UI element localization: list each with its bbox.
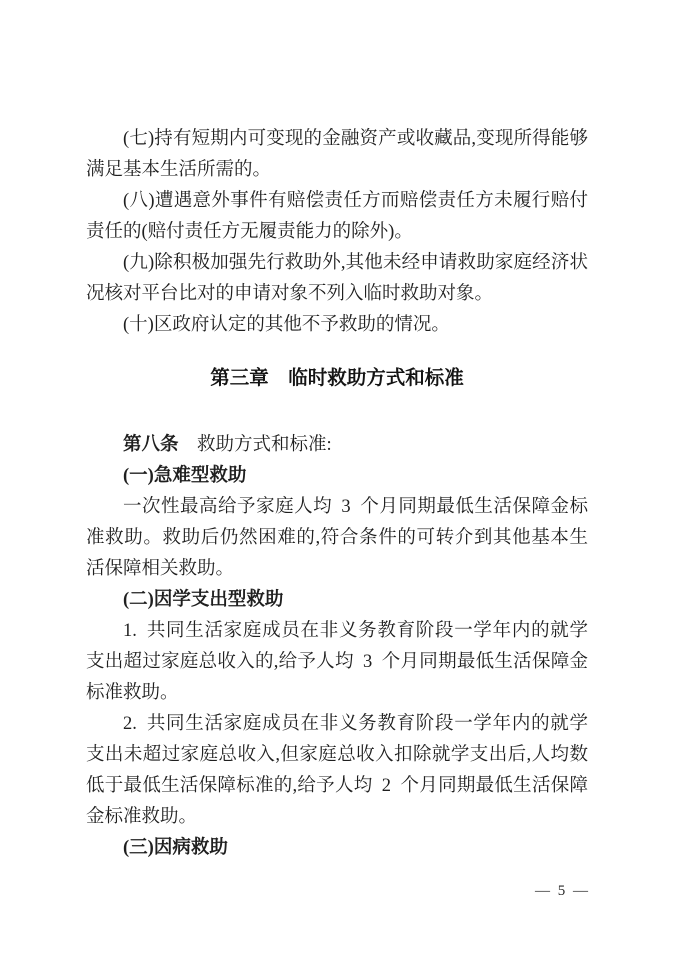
section-2-heading: (二)因学支出型救助 [123, 590, 284, 610]
article-title: 救助方式和标准: [178, 435, 332, 455]
clause-9: (九)除积极加强先行救助外,其他未经申请救助家庭经济状况核对平台比对的申请对象不列入临时救助对象。 [86, 253, 588, 304]
article-label: 第八条 [123, 435, 179, 455]
document-body [86, 124, 588, 864]
clause-8: (八)遭遇意外事件有赔偿责任方而赔偿责任方未履行赔付责任的(赔付责任方无履责能力的除外)。 [86, 191, 588, 242]
section-2-item-1: 1. 共同生活家庭成员在非义务教育阶段一学年内的就学支出超过家庭总收入的,给予人均 3 个月同期最低生活保障金标准救助。 [86, 621, 588, 703]
article-8-line [86, 430, 588, 461]
chapter-heading: 第三章 临时救助方式和标准 [210, 367, 464, 389]
clause-10: (十)区政府认定的其他不予救助的情况。 [123, 315, 450, 335]
clause-7: (七)持有短期内可变现的金融资产或收藏品,变现所得能够满足基本生活所需的。 [86, 129, 588, 180]
section-3-heading: (三)因病救助 [123, 838, 228, 858]
section-1-body: 一次性最高给予家庭人均 3 个月同期最低生活保障金标准救助。救助后仍然困难的,符合条件的可转介到其他基本生活保障相关救助。 [86, 497, 588, 579]
section-1-heading: (一)急难型救助 [123, 466, 247, 486]
section-2-item-2: 2. 共同生活家庭成员在非义务教育阶段一学年内的就学支出未超过家庭总收入,但家庭总收入扣除就学支出后,人均数低于最低生活保障标准的,给予人均 2 个月同期最低生活保障金标准救助。 [86, 714, 588, 827]
page-number: — 5 — [535, 883, 588, 899]
